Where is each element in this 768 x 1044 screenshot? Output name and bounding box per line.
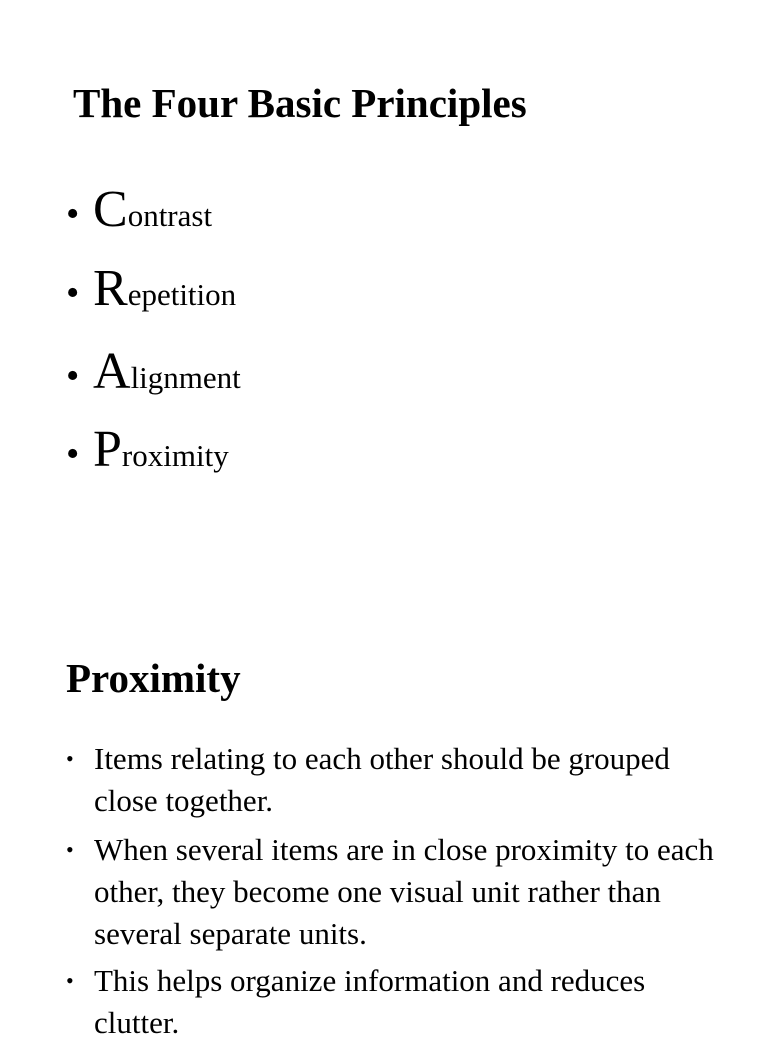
principle-contrast	[66, 180, 212, 240]
list-item-text: When several items are in close proximity to each other, they become one visual unit rather than several separate units.	[94, 832, 714, 951]
bullet-icon: •	[66, 355, 80, 397]
list-item	[66, 829, 716, 955]
bullet-icon: •	[66, 837, 74, 862]
principle-initial: C	[93, 181, 128, 238]
principle-rest: epetition	[127, 277, 237, 312]
principle-alignment	[66, 342, 241, 402]
bullet-icon: •	[66, 193, 80, 235]
bullet-icon: •	[66, 272, 80, 314]
principle-rest: ontrast	[127, 198, 213, 233]
bullet-icon: •	[66, 433, 80, 475]
list-item	[66, 738, 716, 822]
list-item-text: Items relating to each other should be grouped close together.	[94, 741, 670, 818]
principle-rest: roximity	[121, 438, 229, 473]
bullet-icon: •	[66, 968, 74, 993]
bullet-icon: •	[66, 746, 74, 771]
principle-initial: A	[93, 343, 131, 400]
list-item	[66, 960, 716, 1044]
principle-initial: R	[93, 260, 128, 317]
slide-title: The Four Basic Principles	[73, 80, 527, 126]
principle-rest: lignment	[130, 360, 241, 395]
list-item-text: This helps organize information and reduces clutter.	[94, 963, 646, 1040]
principle-repetition	[66, 259, 236, 319]
section-title: Proximity	[66, 655, 241, 701]
principle-initial: P	[93, 421, 122, 478]
principle-proximity	[66, 420, 229, 480]
